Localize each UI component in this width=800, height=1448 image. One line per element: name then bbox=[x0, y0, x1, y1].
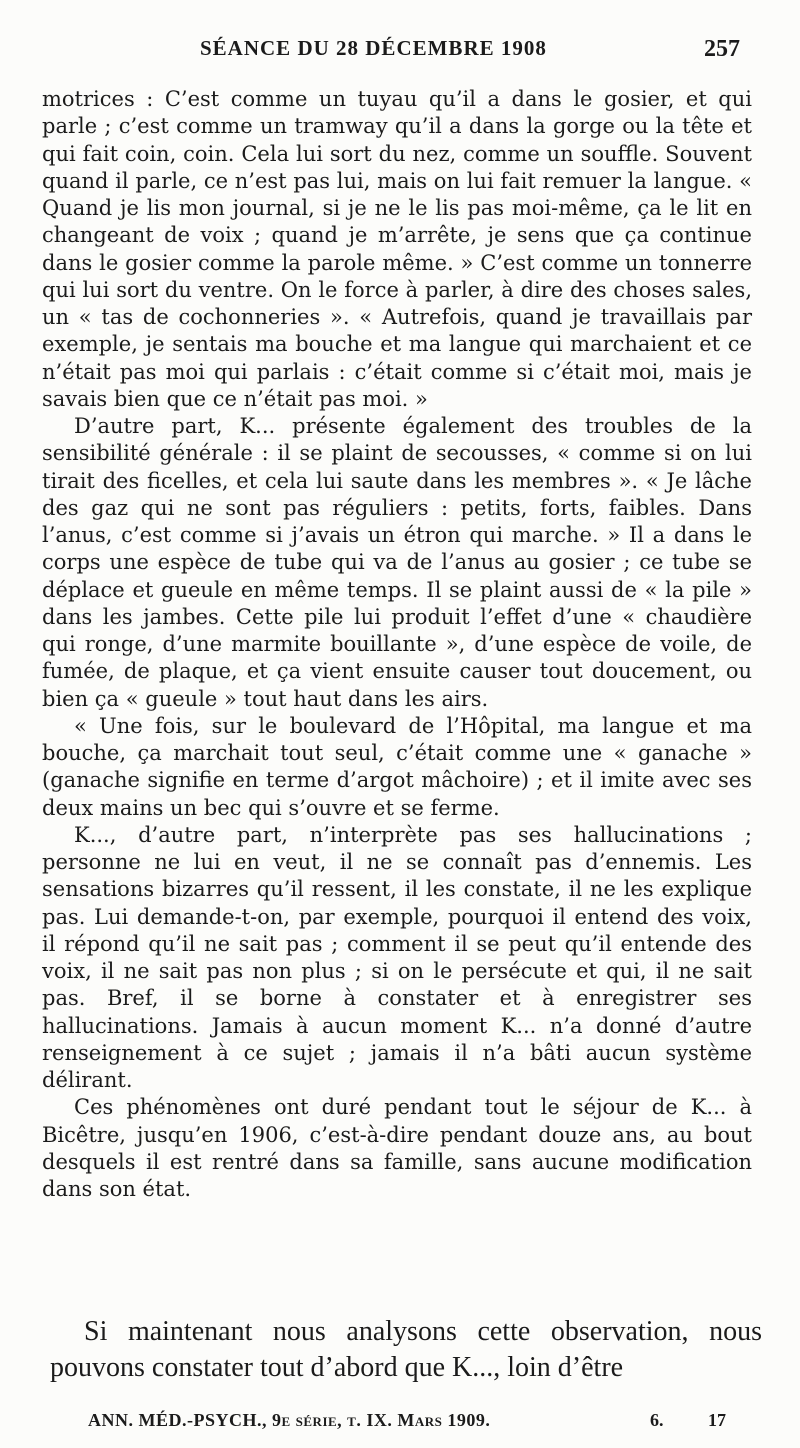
paragraph-3: « Une fois, sur le boulevard de l’Hôpital, ma langue et ma bouche, ça marchait tout seul, c’était comme une « ganache » (ganache signifie en terme d’argot mâchoire) ; et il imite avec ses deux mains un bec qui s’ouvre et se ferme. bbox=[42, 713, 752, 820]
large-type-paragraph: Si maintenant nous analysons cette observation, nous pouvons constater tout d’abord que K..., loin d’être bbox=[50, 1316, 762, 1383]
paragraph-2: D’autre part, K... présente également des troubles de la sensibilité générale : il se plaint de secousses, « comme si on lui tirait des ficelles, et cela lui saute dans les membres ». « Je lâche des gaz qui ne sont pas réguliers : petits, forts, faibles. Dans l’anus, c’est comme si j’avais un étron qui marche. » Il a dans le corps une espèce de tube qui va de l’anus au gosier ; ce tube se déplace et gueule en même temps. Il se plaint aussi de « la pile » dans les jambes. Cette pile lui produit l’effet d’une « chaudière qui ronge, d’une marmite bouillante », d’une espèce de voile, de fumée, de plaque, et ça vient ensuite causer tout doucement, ou bien ça « gueule » tout haut dans les airs. bbox=[42, 414, 752, 711]
body-text bbox=[42, 86, 752, 1203]
signature-sheet: 17 bbox=[708, 1410, 726, 1430]
paragraph-5: Ces phénomènes ont duré pendant tout le séjour de K... à Bicêtre, jusqu’en 1906, c’est-à-dire pendant douze ans, au bout desquels il est rentré dans sa famille, sans aucune modification dans son état. bbox=[42, 1095, 752, 1201]
page-number: 257 bbox=[704, 36, 740, 62]
paragraph-1: motrices : C’est comme un tuyau qu’il a dans le gosier, et qui parle ; c’est comme un tramway qu’il a dans la gorge ou la tête et qui fait coin, coin. Cela lui sort du nez, comme un souffle. Souvent quand il parle, ce n’est pas lui, mais on lui fait remuer la langue. « Quand je lis mon journal, si je ne le lis pas moi-même, ça le lit en changeant de voix ; quand je m’arrête, je sens que ça continue dans le gosier comme la parole même. » C’est comme un tonnerre qui lui sort du ventre. On le force à parler, à dire des choses sales, un « tas de cochonneries ». « Autrefois, quand je travaillais par exemple, je sentais ma bouche et ma langue qui marchaient et ce n’était pas moi qui parlais : c’était comme si c’était moi, mais je savais bien que ce n’était pas moi. » bbox=[42, 87, 752, 411]
page-footer bbox=[0, 1410, 800, 1438]
page-header bbox=[0, 36, 800, 70]
signature-issue: 6. bbox=[650, 1410, 664, 1430]
running-head: SÉANCE DU 28 DÉCEMBRE 1908 bbox=[200, 36, 547, 60]
paragraph-4: K..., d’autre part, n’interprète pas ses hallucinations ; personne ne lui en veut, il ne se connaît pas d’ennemis. Les sensations bizarres qu’il ressent, il les constate, il ne les explique pas. Lui demande-t-on, par exemple, pourquoi il entend des voix, il répond qu’il ne sait pas ; comment il se peut qu’il entende des voix, il ne sait pas non plus ; si on le persécute et qui, il ne sait pas. Bref, il se borne à constater et à enregistrer ses hallucinations. Jamais à aucun moment K... n’a donné d’autre renseignement à ce sujet ; jamais il n’a bâti aucun système délirant. bbox=[42, 822, 752, 1092]
journal-citation: ANN. MÉD.-PSYCH., 9e série, t. IX. Mars 1909. bbox=[88, 1410, 491, 1430]
